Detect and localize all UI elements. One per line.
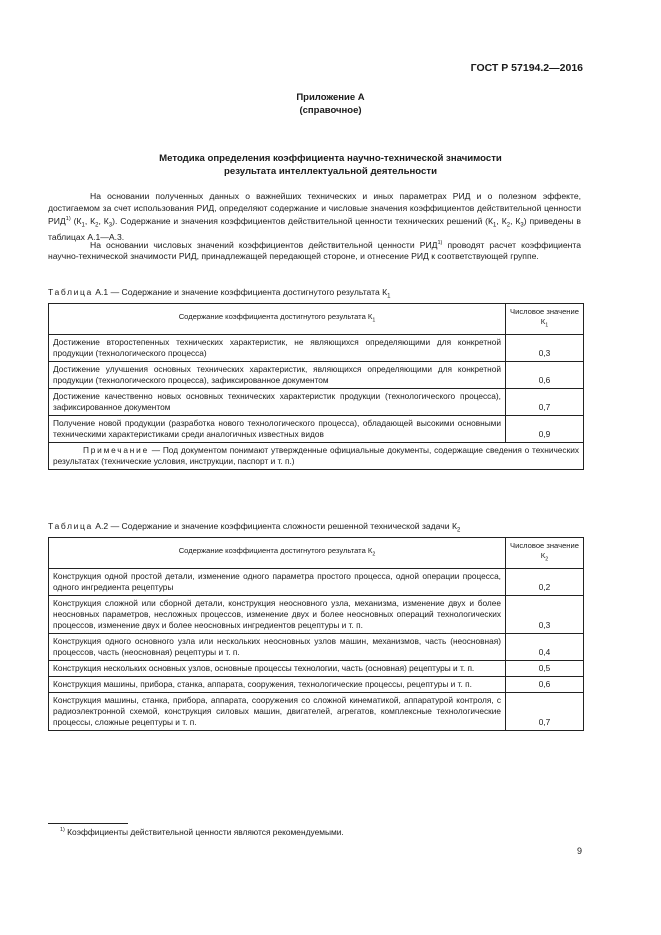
section-title [60, 152, 601, 178]
table-row [49, 335, 584, 362]
table2-col-content: Содержание коэффициента достигнутого результата $К_2$ [49, 538, 506, 569]
page-number: 9 [576, 846, 582, 856]
table-a2 [48, 537, 584, 731]
table1-caption: Таблица А.1 — Содержание и значение коэффициента достигнутого результата $К_1$ [48, 287, 391, 300]
table-cell-text: Конструкция одной простой детали, изменение одного параметра простого процесса, одной операции процесса, одного ингредиента рецептуры [49, 569, 506, 596]
table-cell-value: 0,7 [506, 693, 584, 731]
table-cell-text: Конструкция сложной или сборной детали, конструкция неосновного узла, механизма, изменение двух и более неосновных параметров, несложных процессов, изменение двух и более неосновных операций технологических процессов, изменение двух и более неосновных ингредиентов рецептуры и т. п. [49, 596, 506, 634]
table-row [49, 661, 584, 677]
table-cell-text: Достижение улучшения основных технических характеристик, являющихся определяющими для конкретной продукции (технологического процесса), зафиксированное документом [49, 362, 506, 389]
table-cell-value: 0,2 [506, 569, 584, 596]
table-row [49, 569, 584, 596]
table2-col-value: Числовое значение $К_2$ [506, 538, 584, 569]
appendix-title: Приложение А [296, 92, 365, 103]
footnote-divider [48, 823, 128, 824]
table-cell-text: Получение новой продукции (разработка нового технологического процесса), обладающей высокими основными техническими характеристиками среди аналогичных известных видов [49, 416, 506, 443]
table-cell-text: Конструкция одного основного узла или нескольких неосновных узлов машин, механизмов, часть (неосновная) процессов, часть (неосновная) рецептуры и т. п. [49, 634, 506, 661]
table-note: Примечание — Под документом понимают утвержденные официальные документы, содержащие сведения о технических результатах (технические условия, инструкции, паспорт и т. п.) [49, 443, 584, 470]
table-row [49, 362, 584, 389]
table-row [49, 596, 584, 634]
table-cell-value: 0,9 [506, 416, 584, 443]
table-cell-value: 0,6 [506, 362, 584, 389]
table-row [49, 634, 584, 661]
footnote: $^{1)}$ Коэффициенты действительной ценности являются рекомендуемыми. [60, 827, 344, 837]
table-row [49, 389, 584, 416]
table-cell-value: 0,7 [506, 389, 584, 416]
standard-number: ГОСТ Р 57194.2—2016 [470, 62, 583, 74]
table-cell-value: 0,4 [506, 634, 584, 661]
table1-col-content: Содержание коэффициента достигнутого результата $К_1$ [49, 304, 506, 335]
table-header-row [49, 304, 584, 335]
section-title-line1: Методика определения коэффициента научно-технической значимости [159, 153, 502, 164]
table-header-row [49, 538, 584, 569]
table-cell-text: Конструкция машины, станка, прибора, аппарата, сооружения со сложной кинематикой, аппаратурой контроля, с радиоэлектронной схемой, конструкция силовых машин, двигателей, агрегатов, комплексные технологические процессы, сложные рецептуры и т. п. [49, 693, 506, 731]
table-cell-value: 0,3 [506, 335, 584, 362]
table-cell-text: Достижение второстепенных технических характеристик, не являющихся определяющими для конкретной продукции (технологического процесса) [49, 335, 506, 362]
table-cell-text: Конструкция машины, прибора, станка, аппарата, сооружения, технологические процессы, рецептуры и т. п. [49, 677, 506, 693]
table1-col-value: Числовое значение $К_1$ [506, 304, 584, 335]
paragraph-2: На основании числовых значений коэффициентов действительной ценности РИД$^{1)}$ проводят расчет коэффициента научно-технической значимости РИД, принадлежащей передающей стороне, и отнесение РИД к соответствующей группе. [48, 239, 581, 262]
table-cell-text: Достижение качественно новых основных технических характеристик продукции (технологического процесса), зафиксированное документом [49, 389, 506, 416]
table2-caption: Таблица А.2 — Содержание и значение коэффициента сложности решенной технической задачи $К_2$ [48, 521, 461, 534]
appendix-subtitle: (справочное) [299, 105, 362, 116]
table-row [49, 677, 584, 693]
paragraph-1: На основании полученных данных о важнейших технических и иных параметрах РИД и о полезном эффекте, достигаемом за счет использования РИД, определяют содержание и числовые значения коэффициентов действительной ценности РИД$^{1)}$ ($К_1$, $К_2$, $К_3$). Содержание и значения коэффициентов действительной ценности технических решений ($К_1$, $К_2$, $К_3$) приведены в таблицах А.1—А.3. [48, 191, 581, 243]
table-a1 [48, 303, 584, 470]
table-cell-value: 0,5 [506, 661, 584, 677]
table-row [49, 416, 584, 443]
table-cell-text: Конструкция нескольких основных узлов, основные процессы технологии, часть (основная) рецептуры и т. п. [49, 661, 506, 677]
table-row [49, 693, 584, 731]
table-cell-value: 0,3 [506, 596, 584, 634]
table-note-row [49, 443, 584, 470]
section-title-line2: результата интеллектуальной деятельности [224, 166, 437, 177]
table-cell-value: 0,6 [506, 677, 584, 693]
